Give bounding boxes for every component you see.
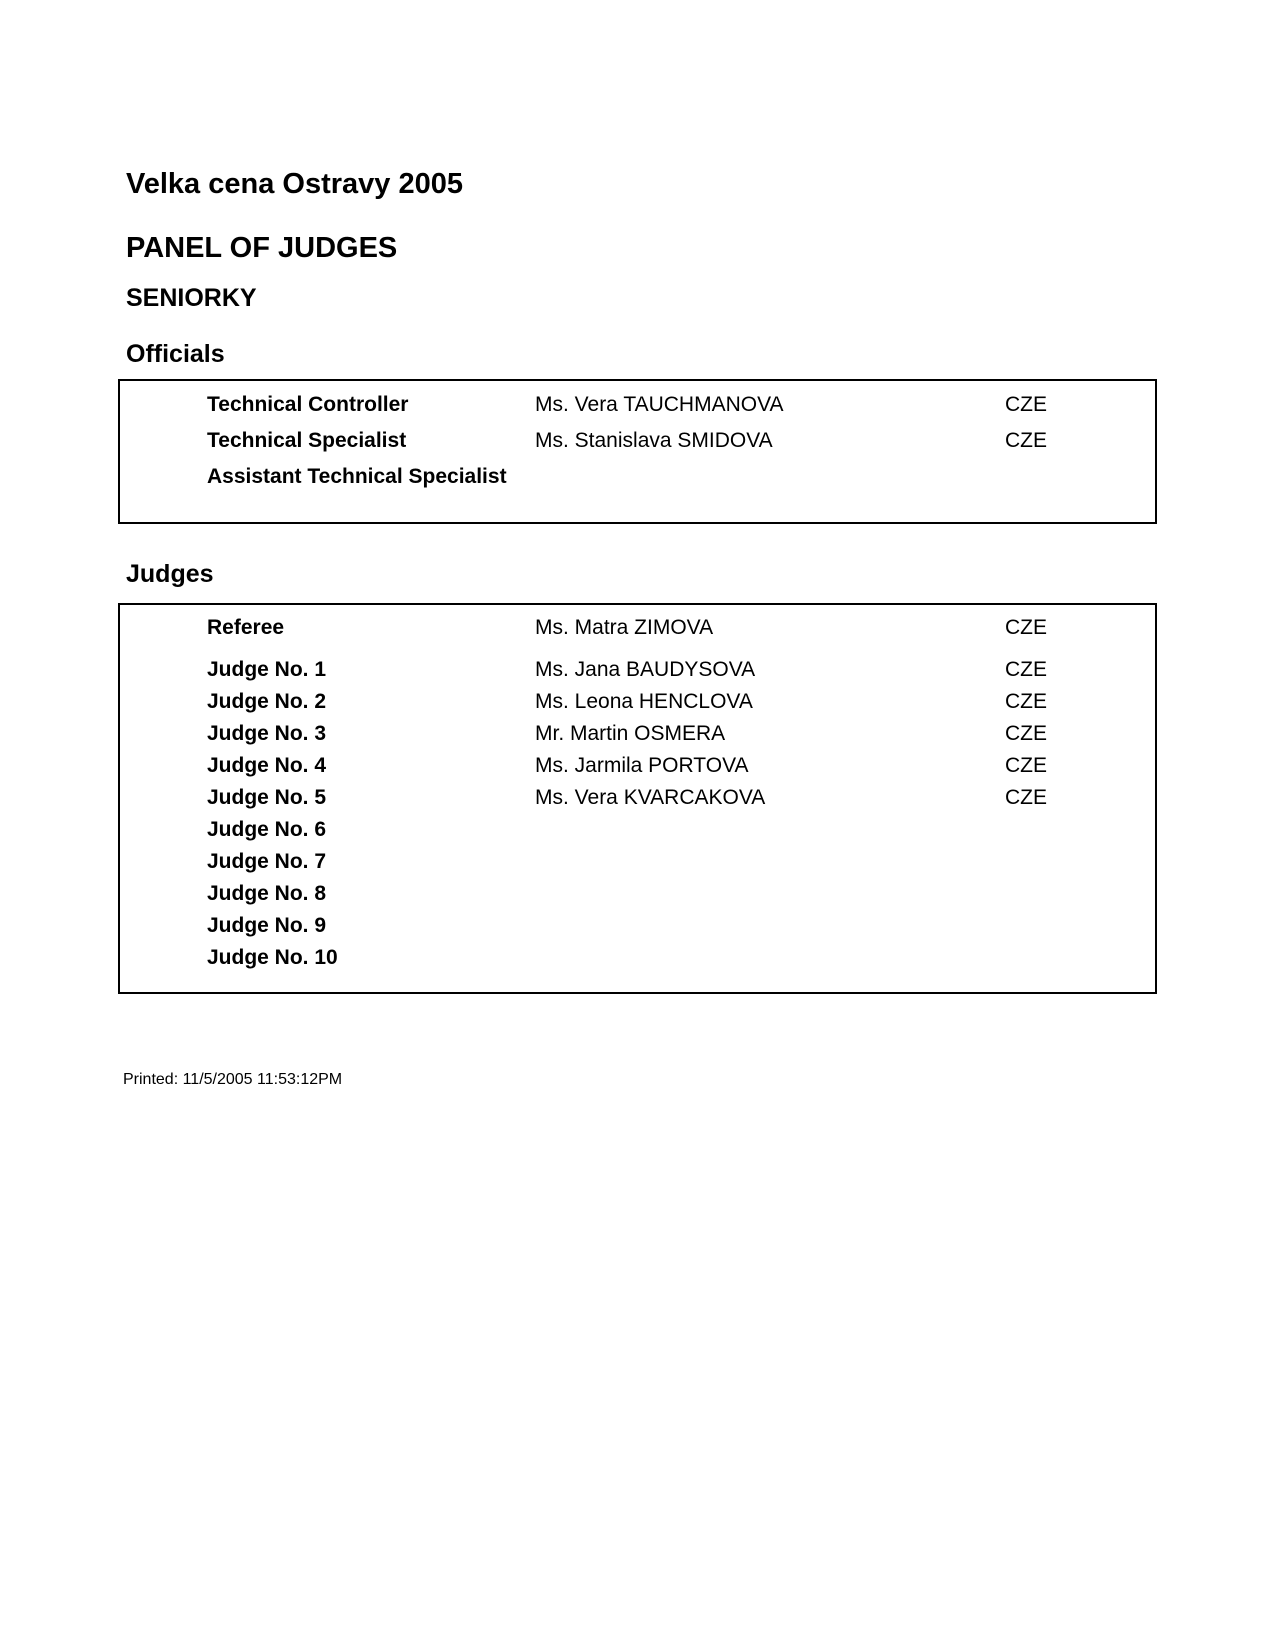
judge-row [120,614,1155,642]
judge-row [120,816,1155,844]
official-name: Ms. Vera TAUCHMANOVA [535,393,784,416]
judge-row [120,720,1155,748]
official-name: Ms. Stanislava SMIDOVA [535,429,773,452]
official-role: Technical Specialist [207,429,407,452]
judge-row [120,688,1155,716]
judge-row [120,784,1155,812]
judge-row [120,912,1155,940]
judge-name: Ms. Matra ZIMOVA [535,616,714,639]
officials-table [118,379,1157,524]
printed-timestamp: Printed: 11/5/2005 11:53:12PM [123,1071,343,1088]
judge-name: Ms. Jana BAUDYSOVA [535,658,756,681]
judges-table [118,603,1157,994]
judge-row [120,944,1155,972]
judge-nation: CZE [1005,786,1047,809]
judge-role: Judge No. 7 [207,850,327,873]
judge-nation: CZE [1005,722,1047,745]
judge-role: Referee [207,616,285,639]
judge-row [120,752,1155,780]
judge-nation: CZE [1005,616,1047,639]
judge-role: Judge No. 10 [207,946,338,969]
judge-role: Judge No. 8 [207,882,327,905]
page-title: PANEL OF JUDGES [126,232,398,264]
judge-nation: CZE [1005,690,1047,713]
judge-role: Judge No. 9 [207,914,327,937]
judge-role: Judge No. 5 [207,786,327,809]
official-row [120,427,1155,455]
judge-nation: CZE [1005,658,1047,681]
judges-heading: Judges [126,560,214,588]
official-nation: CZE [1005,429,1047,452]
official-row [120,391,1155,419]
official-row [120,463,1155,491]
judge-row [120,880,1155,908]
official-role: Technical Controller [207,393,409,416]
judge-role: Judge No. 4 [207,754,327,777]
judge-role: Judge No. 6 [207,818,327,841]
judge-nation: CZE [1005,754,1047,777]
judge-role: Judge No. 3 [207,722,327,745]
category-label: SENIORKY [126,284,257,312]
officials-heading: Officials [126,340,225,368]
judge-name: Ms. Vera KVARCAKOVA [535,786,766,809]
judge-row [120,848,1155,876]
judge-name: Mr. Martin OSMERA [535,722,726,745]
event-title: Velka cena Ostravy 2005 [126,168,463,200]
judge-row [120,656,1155,684]
judge-role: Judge No. 2 [207,690,327,713]
official-nation: CZE [1005,393,1047,416]
judge-name: Ms. Leona HENCLOVA [535,690,753,713]
official-role: Assistant Technical Specialist [207,465,507,488]
judge-name: Ms. Jarmila PORTOVA [535,754,749,777]
judge-role: Judge No. 1 [207,658,327,681]
